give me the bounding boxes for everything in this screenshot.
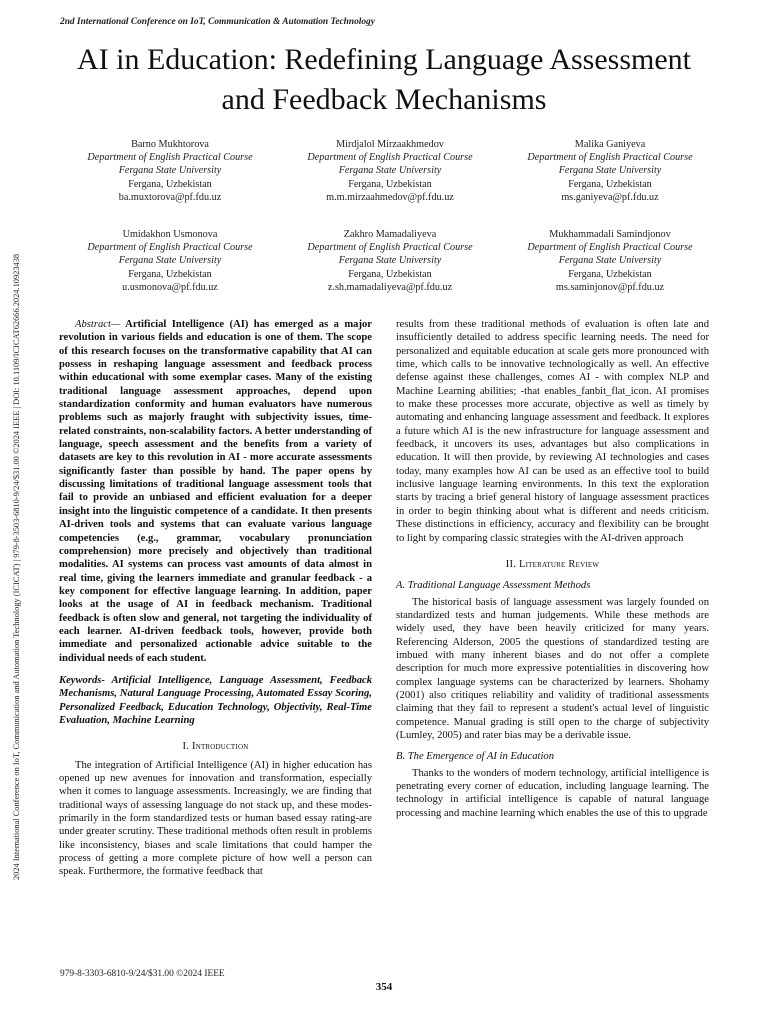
keywords xyxy=(59,674,372,727)
traditional-methods-paragraph: The historical basis of language assessment was largely founded on standardized tests and human judgements. While these methods are widely used, they have been heavily criticized for many years. Referencing Alderson, 2005 the questions of standardized testing are imbued with many inherent biases and do not offer a complete description for much more expressive potentialities in discovering how complex language systems can be characterized by learners. Shohamy (2001) also critiques reliability and validity of traditional assessments claiming that they fail to represent a student's actual level of linguistic competence. Manual grading is still open to the charge of subjectivity (Lumley, 2005) and rater bias may be a derivable issue. xyxy=(396,596,709,741)
author-department: Department of English Practical Course xyxy=(307,242,473,254)
keywords-body: Artificial Intelligence, Language Assessment, Feedback Mechanisms, Natural Language Processing, Automated Essay Scoring, Personalized Feedback, Education Technology, Objectivity, Real-Time Evaluation, Machine Learning xyxy=(59,674,372,726)
author-university: Fergana State University xyxy=(338,255,442,267)
author-university: Fergana State University xyxy=(558,165,662,177)
left-column xyxy=(59,318,372,879)
paper-title xyxy=(0,40,768,120)
author-city: Fergana, Uzbekistan xyxy=(568,178,652,190)
author-block xyxy=(280,228,500,294)
author-department: Department of English Practical Course xyxy=(87,152,253,164)
author-block xyxy=(500,138,720,204)
author-name: Umidakhon Usmonova xyxy=(122,229,218,241)
section-heading-introduction: I. Introduction xyxy=(182,741,249,753)
abstract xyxy=(59,318,372,665)
author-university: Fergana State University xyxy=(118,255,222,267)
footer-copyright: 979-8-3303-6810-9/24/$31.00 ©2024 IEEE xyxy=(60,969,225,979)
paper-title-line-1: AI in Education: Redefining Language Assessment xyxy=(76,43,692,76)
author-email: u.usmonova@pf.fdu.uz xyxy=(122,281,218,293)
author-name: Zakhro Mamadaliyeva xyxy=(343,229,437,241)
author-block xyxy=(60,228,280,294)
author-name: Mirdjalol Mirzaakhmedov xyxy=(336,139,444,150)
author-department: Department of English Practical Course xyxy=(87,242,253,254)
author-university: Fergana State University xyxy=(338,165,442,177)
subsection-heading-traditional-methods: A. Traditional Language Assessment Methods xyxy=(396,580,591,592)
author-name: Malika Ganiyeva xyxy=(574,139,646,150)
abstract-body: Artificial Intelligence (AI) has emerged as a major revolution in various fields and education is one of them. The scope of this research focuses on the transformative capability that AI can possess in reshaping language assessment and feedback process within educational with some exemplar cases. Many of the existing traditional language assessment approaches, depend upon standardization conformity and human evaluators have numerous problems such as majorly fraught with subjectivity issues, time-related constraints, non-scalability factors. A better understanding of language, speech assessment and the benefits from a variety of datasets are key to this revolution in AI - more accurate assessments significantly faster than possible by hand. The paper opens by discussing limitations of traditional language assessment tools that fail to provide an unbiased and efficient evaluation for a deeper insight into the linguistic competence of a candidate. It then presents AI-driven tools and systems that can evaluate various language competencies (e.g., grammar, vocabulary pronunciation comprehension) more precisely and objectively than traditional modalities. AI systems can process vast amounts of data almost in real time, giving the learners immediate and granular feedback - a key component for effective language learning. In addition, paper looks at the usage of AI in feedback mechanism. Traditional feedback is often slow and general, not targeting the individuality of each learner. AI-driven feedback tools, however, provide both immediate and personalized actionable advice suitable to the individual needs of each student. xyxy=(59,319,372,664)
author-email: ms.ganiyeva@pf.fdu.uz xyxy=(561,191,659,203)
author-city: Fergana, Uzbekistan xyxy=(348,178,432,190)
introduction-paragraph: The integration of Artificial Intelligence (AI) in higher education has opened up new avenues for innovation and transformation, especially when it comes to language assessments. Increasingly, we are finding that traditional ways of assessing language do not stack up, and these modes-primarily in the form standardized tests or human based essay rating-are under greater scrutiny. These traditional methods often result in problems like inconsistency, biases and scale limitations that could hamper the process of getting a more complete picture of how well a person can speak. Furthermore, the formative feedback that xyxy=(59,759,372,878)
author-department: Department of English Practical Course xyxy=(527,152,693,164)
emergence-of-ai-paragraph: Thanks to the wonders of modern technology, artificial intelligence is penetrating every corner of education, including language learning. The technology in artificial intelligence is capable of natural language processing and machine learning which enables the use of this to upgrade xyxy=(396,767,709,819)
introduction-continuation: results from these traditional methods of evaluation is often late and insufficiently detailed to address specific learning needs. The need for personalized and equitable education at scale gets more pronounced with time, which calls to be innovative technologically as well. An effective defense against these challenges, comes AI - with complex NLP and Machine Learning abilities; -that enables_fanbit_flat_icon. AI promises to make these processes more accurate, objective as well as timely by automating and enhancing language assessment and feedback. It explores a future which AI is the new infrastructure for language assessment and feedback, it uncovers its uses, advantages but also complications in education. It will then provide, by reviewing AI technologies and cases today, many examples how AI can be used as an effective tool to build inclusive language learning environments. In this text the exploration starts by tracing a brief general history of language assessment practices in order to begin thinking about what is different and needs criticism. These distinctions in efficiency, accuracy and flexibility can be brought to light by comparing classic strategies with the AI-driven approach xyxy=(396,319,709,544)
author-grid xyxy=(60,138,720,294)
author-email: ba.muxtorova@pf.fdu.uz xyxy=(118,191,222,203)
doi-sidebar-text: 2024 International Conference on IoT, Communication and Automation Technology (ICICAT) | 979-8-3503-6810-9/24/$31.00 ©2024 IEEE | DOI: 10.1109/ICICAT62666.2024.10923438 xyxy=(12,253,21,880)
author-city: Fergana, Uzbekistan xyxy=(128,178,212,190)
doi-sidebar xyxy=(8,145,26,880)
author-email: z.sh.mamadaliyeva@pf.fdu.uz xyxy=(327,281,453,293)
right-column xyxy=(396,318,709,820)
paper-title-line-2: and Feedback Mechanisms xyxy=(221,83,547,116)
author-block xyxy=(280,138,500,204)
author-block xyxy=(60,138,280,204)
author-university: Fergana State University xyxy=(118,165,222,177)
page-number: 354 xyxy=(375,981,393,993)
subsection-heading-emergence-of-ai: B. The Emergence of AI in Education xyxy=(396,751,554,763)
author-department: Department of English Practical Course xyxy=(527,242,693,254)
author-name: Mukhammadali Samindjonov xyxy=(549,229,671,241)
author-city: Fergana, Uzbekistan xyxy=(348,268,432,280)
conference-header: 2nd International Conference on IoT, Communication & Automation Technology xyxy=(60,17,375,27)
author-city: Fergana, Uzbekistan xyxy=(568,268,652,280)
author-email: m.m.mirzaahmedov@pf.fdu.uz xyxy=(326,191,454,203)
author-block xyxy=(500,228,720,294)
abstract-lead: Abstract— xyxy=(75,319,121,330)
author-name: Barno Mukhtorova xyxy=(131,139,209,150)
author-university: Fergana State University xyxy=(558,255,662,267)
author-city: Fergana, Uzbekistan xyxy=(128,268,212,280)
author-email: ms.saminjonov@pf.fdu.uz xyxy=(555,281,665,293)
keywords-lead: Keywords- xyxy=(59,674,105,686)
section-heading-literature-review: II. Literature Review xyxy=(505,558,600,570)
author-department: Department of English Practical Course xyxy=(307,152,473,164)
